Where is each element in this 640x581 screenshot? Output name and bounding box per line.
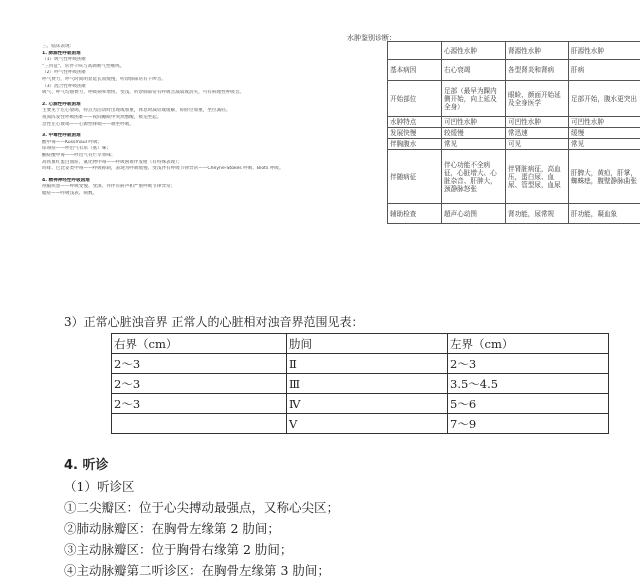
notes-line: 高铁血红蛋白血症、氰化物中毒——呼吸困难伴发绀（有特殊表现）； bbox=[42, 160, 312, 167]
edema-cell: 各型肾炎和肾病 bbox=[506, 60, 569, 81]
edema-cell: 常见 bbox=[569, 139, 640, 150]
notes-line: 三、临床表现： bbox=[42, 44, 312, 51]
auscultation-line: ④主动脉瓣第二听诊区：在胸骨左缘第 3 肋间； bbox=[64, 560, 339, 581]
dullness-table bbox=[111, 333, 609, 434]
notes-heading: 3. 中毒性呼吸困难 bbox=[42, 133, 312, 140]
notes-line: 夜间阵发性呼吸困难——夜间睡眠中突然憋醒，被迫坐起。 bbox=[42, 115, 312, 122]
dullness-row bbox=[112, 414, 609, 434]
edema-cell: 眼睑、颜面开始延及全身医学 bbox=[506, 81, 569, 117]
edema-cell: 可凹性水肿 bbox=[569, 117, 640, 128]
edema-row-label bbox=[388, 42, 442, 60]
edema-row-label: 开始部位 bbox=[388, 81, 442, 117]
auscultation-line: ①二尖瓣区：位于心尖搏动最强点，又称心尖区； bbox=[64, 497, 339, 518]
edema-title: 水肿鉴别诊断： bbox=[347, 33, 396, 43]
edema-cell: 可见 bbox=[506, 139, 569, 150]
edema-cell: 常迅速 bbox=[506, 128, 569, 139]
edema-row bbox=[388, 81, 640, 117]
notes-line: 酮症酸中毒——呼出气有烂苹果味； bbox=[42, 153, 312, 160]
dullness-cell: 肋间 bbox=[287, 334, 448, 354]
notes-line: （1）吸气性呼吸困难 bbox=[42, 57, 312, 64]
notes-line: 癔症——呼吸浅表、频数。 bbox=[42, 191, 312, 198]
notes-line: 呼气费力，呼气时间明显延长而缓慢，听诊肺部常有干啰音。 bbox=[42, 77, 312, 84]
dullness-row bbox=[112, 394, 609, 414]
notes-block bbox=[42, 44, 312, 197]
dullness-cell: Ⅴ bbox=[287, 414, 448, 434]
edema-table bbox=[387, 41, 640, 224]
dullness-header-row bbox=[112, 334, 609, 354]
auscultation-section bbox=[64, 455, 339, 581]
notes-line: （2）呼气性呼吸困难 bbox=[42, 70, 312, 77]
auscultation-line: ③主动脉瓣区：位于胸骨右缘第 2 肋间； bbox=[64, 539, 339, 560]
dullness-cell: Ⅲ bbox=[287, 374, 448, 394]
dullness-cell: 5～6 bbox=[448, 394, 609, 414]
edema-row bbox=[388, 60, 640, 81]
auscultation-line: ②肺动脉瓣区：在胸骨左缘第 2 肋间； bbox=[64, 518, 339, 539]
edema-cell: 足部开始，腹水更突出 bbox=[569, 81, 640, 117]
notes-line: 酸中毒——Kussmaul 呼吸； bbox=[42, 140, 312, 147]
dullness-cell: 7～9 bbox=[448, 414, 609, 434]
dullness-cell: 2～3 bbox=[112, 354, 287, 374]
notes-line: 颅脑疾患——呼吸变慢、变深，并伴有鼾声和严重呼吸节律异常； bbox=[42, 184, 312, 191]
edema-row-label: 发展快慢 bbox=[388, 128, 442, 139]
notes-heading: 4. 精神神经性呼吸困难 bbox=[42, 178, 312, 185]
edema-row-label: 辅助检查 bbox=[388, 204, 442, 224]
edema-cell: 足部（最早为踝内侧开始，向上延及全身） bbox=[442, 81, 506, 117]
edema-row bbox=[388, 128, 640, 139]
dullness-cell: 2～3 bbox=[448, 354, 609, 374]
edema-cell: 伴肾脏病征，高血压，蛋白尿、血尿、管型尿，血尿 bbox=[506, 150, 569, 204]
notes-line: （3）混合性呼吸困难 bbox=[42, 84, 312, 91]
dullness-row bbox=[112, 374, 609, 394]
notes-line: 急性左心衰竭——心源性哮喘——端坐呼吸。 bbox=[42, 122, 312, 129]
dullness-row bbox=[112, 354, 609, 374]
edema-row-label: 基本病因 bbox=[388, 60, 442, 81]
edema-cell: 缓慢 bbox=[569, 128, 640, 139]
edema-cell: 肝源性水肿 bbox=[569, 42, 640, 60]
auscultation-line: （1）听诊区 bbox=[64, 476, 339, 497]
edema-row bbox=[388, 117, 640, 128]
dullness-cell: Ⅳ bbox=[287, 394, 448, 414]
notes-line: 吗啡、巴比妥类中毒——呼吸抑制，表现为呼吸缓慢、变浅伴有呼吸节律异常——Cheyne-Stokes 呼吸、Biots 呼吸。 bbox=[42, 166, 312, 173]
edema-cell: 肝功能，凝血象 bbox=[569, 204, 640, 224]
edema-cell: 肝脾大，黄疸，肝掌，蜘蛛痣，腹壁静脉曲张 bbox=[569, 150, 640, 204]
edema-cell: 可凹性水肿 bbox=[506, 117, 569, 128]
edema-cell: 常见 bbox=[442, 139, 506, 150]
dullness-cell: 左界（cm） bbox=[448, 334, 609, 354]
notes-line: 尿毒症——呼出气有尿（氨）味； bbox=[42, 146, 312, 153]
notes-line: "三凹征"，常伴干咳与高调吸气性喉鸣。 bbox=[42, 64, 312, 71]
notes-heading: 2. 心源性呼吸困难 bbox=[42, 102, 312, 109]
edema-cell: 肾源性水肿 bbox=[506, 42, 569, 60]
dullness-cell: 3.5～4.5 bbox=[448, 374, 609, 394]
edema-cell: 心源性水肿 bbox=[442, 42, 506, 60]
dullness-cell: 右界（cm） bbox=[112, 334, 287, 354]
dullness-cell bbox=[112, 414, 287, 434]
edema-cell: 超声心动图 bbox=[442, 204, 506, 224]
dullness-cell: 2～3 bbox=[112, 394, 287, 414]
dullness-cell: Ⅱ bbox=[287, 354, 448, 374]
edema-cell: 伴心功能不全病征，心脏增大、心脏杂音、肝肿大，颈静脉怒张 bbox=[442, 150, 506, 204]
edema-cell: 可凹性水肿 bbox=[442, 117, 506, 128]
edema-cell: 肝病 bbox=[569, 60, 640, 81]
edema-row-label: 伴随病征 bbox=[388, 150, 442, 204]
dullness-title: 3）正常心脏浊音界 正常人的心脏相对浊音界范围见表： bbox=[64, 313, 363, 330]
edema-header-row bbox=[388, 42, 640, 60]
edema-cell: 右心衰竭 bbox=[442, 60, 506, 81]
notes-line: 吸气、呼气均感费力，呼吸频率增快、变浅，听诊肺部常有呼吸音减弱或消失，可有病理性呼吸音。 bbox=[42, 90, 312, 97]
edema-row-label: 伴胸腹水 bbox=[388, 139, 442, 150]
edema-row bbox=[388, 150, 640, 204]
edema-cell: 较缓慢 bbox=[442, 128, 506, 139]
edema-row-label: 水肿特点 bbox=[388, 117, 442, 128]
notes-heading: 1. 肺源性呼吸困难 bbox=[42, 51, 312, 58]
dullness-cell: 2～3 bbox=[112, 374, 287, 394]
edema-cell: 肾功能，尿常规 bbox=[506, 204, 569, 224]
auscultation-title: 4. 听诊 bbox=[64, 455, 339, 476]
edema-row bbox=[388, 139, 640, 150]
notes-line: 主要见于左心衰竭，特点为活动时出现或加重，休息时减轻或缓解，仰卧位加重，坐位减轻。 bbox=[42, 108, 312, 115]
edema-row bbox=[388, 204, 640, 224]
